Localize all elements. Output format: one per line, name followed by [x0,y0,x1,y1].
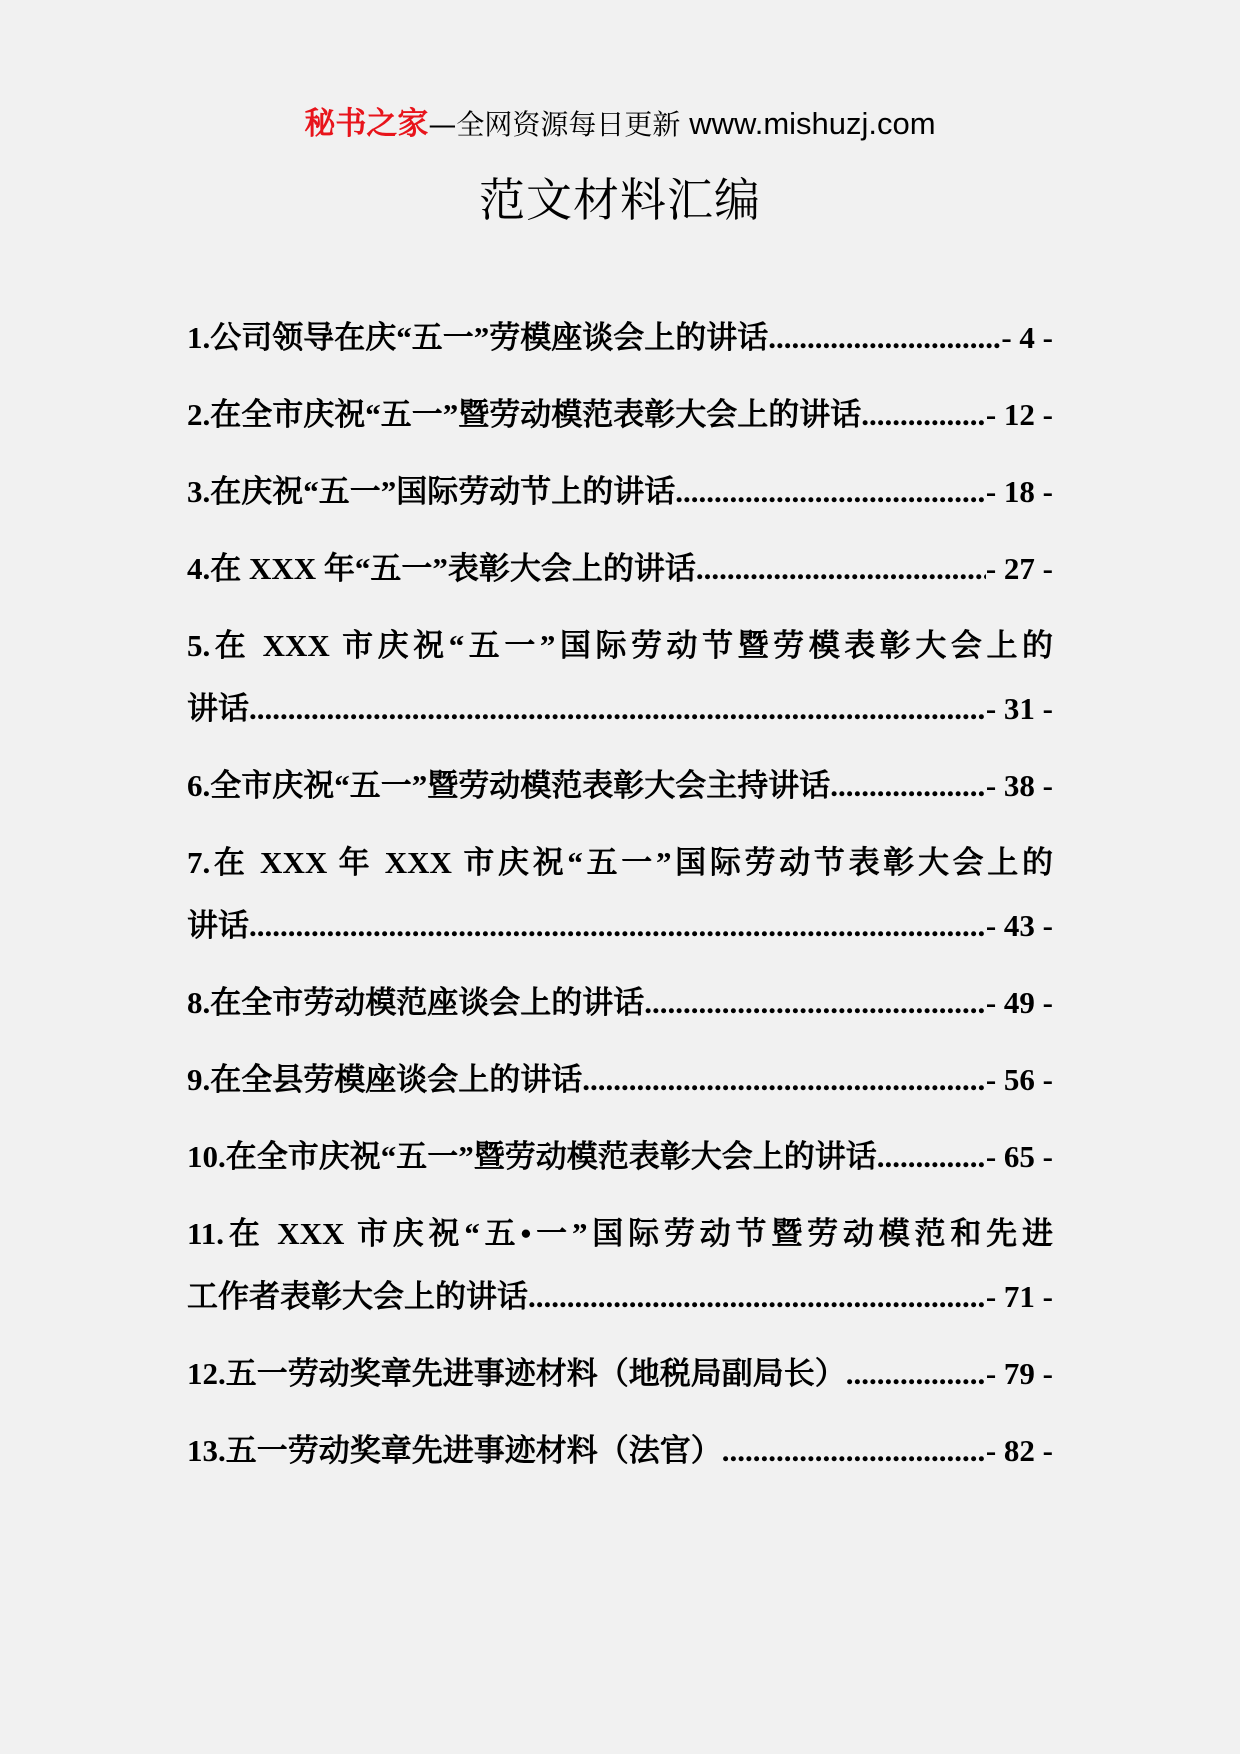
toc-page-number: - 27 - [985,551,1053,586]
toc-entry-line [187,754,1053,817]
toc-entry[interactable] [187,306,1053,369]
toc-entry[interactable] [187,1342,1053,1405]
toc-entry-title: 2.在全市庆祝“五一”暨劳动模范表彰大会上的讲话 [187,397,862,432]
toc-page-number: - 49 - [985,985,1053,1020]
toc-entry-line [187,1265,1053,1328]
dot-leader [830,754,986,817]
toc-entry-title-line: 11.在 XXX 市庆祝“五•一”国际劳动节暨劳动模范和先进 [187,1216,1053,1251]
dot-leader [722,1419,986,1482]
toc-page-number: - 12 - [985,397,1053,432]
toc-entry[interactable] [187,383,1053,446]
site-url: www.mishuzj.com [689,106,936,141]
toc-entry[interactable] [187,614,1053,740]
dot-leader [768,306,1001,369]
toc-entry-line [187,1342,1053,1405]
toc-entry-title: 12.五一劳动奖章先进事迹材料（地税局副局长） [187,1356,846,1391]
toc-page-number: - 82 - [985,1433,1053,1468]
dot-leader [249,677,986,740]
dot-leader [644,971,986,1034]
brand-name: 秘书之家 [304,106,429,142]
toc-entry-line [187,677,1053,740]
site-header [0,100,1240,149]
toc-entry[interactable] [187,1202,1053,1328]
dot-leader [582,1048,986,1111]
toc-entry-line [187,894,1053,957]
toc-page-number: - 31 - [985,691,1053,726]
toc-entry-line [187,1419,1053,1482]
toc-entry[interactable] [187,971,1053,1034]
toc-entry-title: 8.在全市劳动模范座谈会上的讲话 [187,985,645,1020]
toc-entry-title: 10.在全市庆祝“五一”暨劳动模范表彰大会上的讲话 [187,1139,877,1174]
dot-leader [846,1342,986,1405]
dot-leader [861,383,986,446]
dot-leader [877,1125,986,1188]
toc-page-number: - 79 - [985,1356,1053,1391]
toc-page-number: - 43 - [985,908,1053,943]
dot-leader [528,1265,986,1328]
toc-entry-title: 讲话 [187,691,249,726]
toc-entry[interactable] [187,537,1053,600]
toc-entry[interactable] [187,831,1053,957]
toc-entry[interactable] [187,1125,1053,1188]
toc-entry-title: 13.五一劳动奖章先进事迹材料（法官） [187,1433,722,1468]
toc-entry-title: 1.公司领导在庆“五一”劳模座谈会上的讲话 [187,320,769,355]
toc-entry[interactable] [187,754,1053,817]
toc-entry-line [187,1048,1053,1111]
toc-page-number: - 4 - [1001,320,1053,355]
toc-entry[interactable] [187,1419,1053,1482]
toc-entry-title: 讲话 [187,908,249,943]
toc-entry[interactable] [187,460,1053,523]
toc-entry-title-line: 7.在 XXX 年 XXX 市庆祝“五一”国际劳动节表彰大会上的 [187,845,1053,880]
dot-leader [696,537,986,600]
toc-entry-line [187,1125,1053,1188]
toc-entry-line [187,537,1053,600]
toc-entry-line [187,971,1053,1034]
toc-entry-title: 工作者表彰大会上的讲话 [187,1279,528,1314]
toc-entry-title-line: 5.在 XXX 市庆祝“五一”国际劳动节暨劳模表彰大会上的 [187,628,1053,663]
dot-leader [249,894,986,957]
toc-entry-line [187,383,1053,446]
toc-page-number: - 56 - [985,1062,1053,1097]
toc-entry-title: 9.在全县劳模座谈会上的讲话 [187,1062,583,1097]
toc-page-number: - 71 - [985,1279,1053,1314]
toc-entry-line [187,306,1053,369]
dot-leader [675,460,986,523]
toc-entry-title: 6.全市庆祝“五一”暨劳动模范表彰大会主持讲话 [187,768,831,803]
site-tagline: —全网资源每日更新 [428,108,690,141]
toc-page-number: - 65 - [985,1139,1053,1174]
toc-page-number: - 38 - [985,768,1053,803]
toc-entry-line [187,460,1053,523]
document-title: 范文材料汇编 [479,173,761,227]
table-of-contents [187,306,1053,1496]
toc-page-number: - 18 - [985,474,1053,509]
toc-entry[interactable] [187,1048,1053,1111]
toc-entry-title: 3.在庆祝“五一”国际劳动节上的讲话 [187,474,676,509]
toc-entry-title: 4.在 XXX 年“五一”表彰大会上的讲话 [187,551,696,586]
